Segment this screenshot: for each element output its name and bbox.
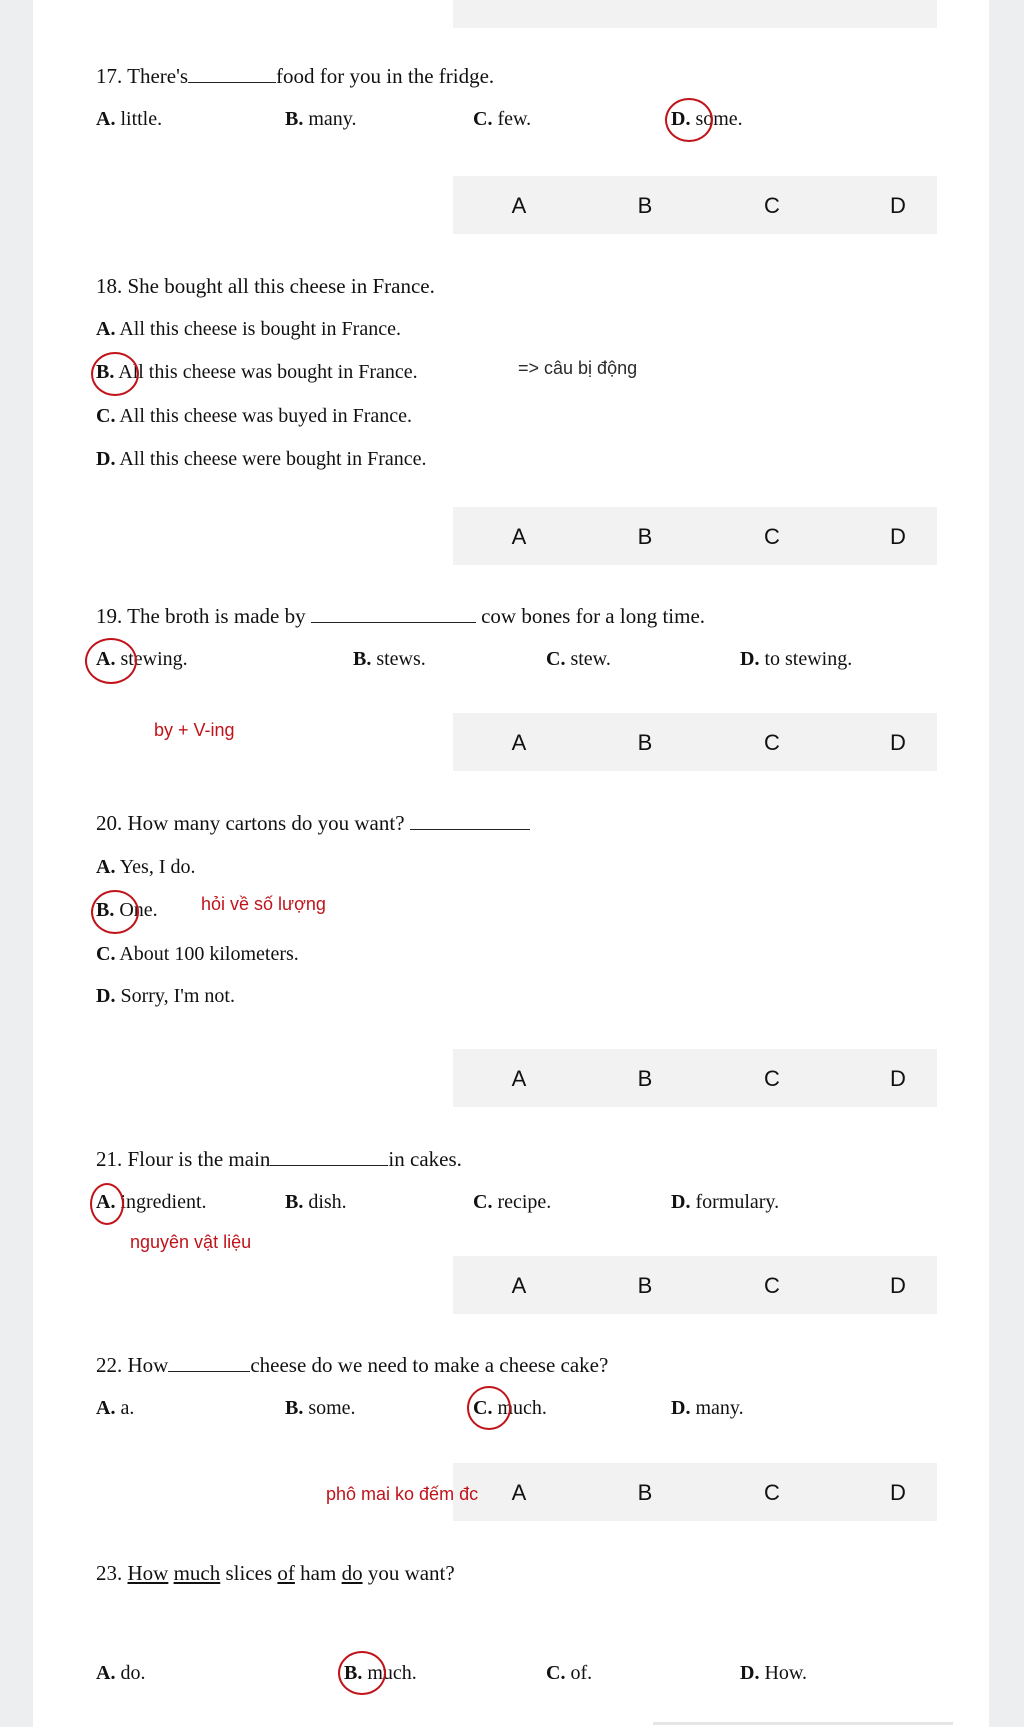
answer-bar-22[interactable] [453, 1463, 937, 1521]
option-a[interactable]: A. do. [96, 1662, 146, 1684]
option-b[interactable]: B. many. [285, 108, 357, 130]
answer-d[interactable]: D [890, 1480, 906, 1505]
answer-blank [311, 606, 476, 623]
answer-a[interactable]: A [511, 1273, 527, 1298]
selected-answer-circle [85, 638, 137, 684]
answer-d[interactable]: D [890, 193, 906, 218]
answer-b[interactable]: B [637, 1480, 653, 1505]
annotation-note: hỏi về số lượng [201, 894, 326, 914]
question-22: 22. How cheese do we need to make a cheese cake? [96, 1353, 609, 1377]
answer-b[interactable]: B [637, 193, 653, 218]
option-a[interactable]: A. All this cheese is bought in France. [96, 318, 401, 340]
option-a[interactable]: A. a. [96, 1397, 135, 1419]
question-18: 18. She bought all this cheese in France. [96, 274, 435, 298]
option-c[interactable]: C. few. [473, 108, 532, 130]
worksheet-page [33, 0, 989, 1727]
selected-answer-circle [665, 98, 713, 142]
option-b[interactable]: B. One. [96, 899, 158, 921]
answer-b[interactable]: B [637, 524, 653, 549]
option-c[interactable]: C. recipe. [473, 1191, 552, 1213]
question-number: 17. [96, 64, 123, 88]
option-c[interactable]: C. of. [546, 1662, 593, 1684]
answer-c[interactable]: C [764, 193, 780, 218]
answer-blank [188, 66, 276, 83]
annotation-note: by + V-ing [154, 720, 235, 740]
answer-b[interactable]: B [637, 1273, 653, 1298]
option-c[interactable]: C. All this cheese was buyed in France. [96, 405, 413, 427]
answer-blank [168, 1355, 250, 1372]
answer-blank [270, 1149, 388, 1166]
option-c[interactable]: C. stew. [546, 648, 611, 670]
answer-bar-19[interactable] [453, 713, 937, 771]
answer-blank [410, 813, 530, 830]
selected-answer-circle [91, 352, 139, 396]
selected-answer-circle [91, 890, 139, 934]
option-b[interactable]: B. some. [285, 1397, 356, 1419]
answer-b[interactable]: B [637, 1066, 653, 1091]
answer-c[interactable]: C [764, 730, 780, 755]
option-b[interactable]: B. stews. [353, 648, 426, 670]
underlined-word: of [277, 1561, 295, 1585]
answer-c[interactable]: C [764, 1480, 780, 1505]
annotation-note: nguyên vật liệu [130, 1232, 252, 1252]
question-23: 23. How much slices of ham do you want? [96, 1561, 455, 1585]
option-d[interactable]: D. many. [671, 1397, 744, 1419]
option-d[interactable]: D. some. [671, 108, 743, 130]
answer-c[interactable]: C [764, 524, 780, 549]
answer-b[interactable]: B [637, 730, 653, 755]
option-c[interactable]: C. much. [473, 1397, 547, 1419]
answer-a[interactable]: A [511, 524, 527, 549]
selected-answer-circle [90, 1183, 124, 1225]
answer-a[interactable]: A [511, 1480, 527, 1505]
selected-answer-circle [467, 1386, 511, 1430]
answer-c[interactable]: C [764, 1066, 780, 1091]
question-19: 19. The broth is made by cow bones for a long time. [96, 604, 706, 628]
option-d[interactable]: D. formulary. [671, 1191, 780, 1213]
option-b[interactable]: B. dish. [285, 1191, 347, 1213]
option-d[interactable]: D. How. [740, 1662, 808, 1684]
question-text-before: There's [127, 64, 189, 88]
answer-d[interactable]: D [890, 524, 906, 549]
option-d[interactable]: D. to stewing. [740, 648, 853, 670]
answer-bar-partial [653, 1722, 953, 1725]
option-a[interactable]: A. little. [96, 108, 163, 130]
underlined-word: do [341, 1561, 363, 1585]
underlined-word: much [173, 1561, 221, 1585]
annotation-note: => câu bị động [518, 358, 638, 378]
annotation-note: phô mai ko đếm đc [326, 1484, 479, 1504]
option-b[interactable]: B. much. [344, 1662, 417, 1684]
answer-bar-partial [453, 0, 937, 28]
answer-d[interactable]: D [890, 1273, 906, 1298]
question-text-after: food for you in the fridge. [276, 64, 495, 88]
answer-d[interactable]: D [890, 730, 906, 755]
question-17 [96, 64, 494, 89]
answer-a[interactable]: A [511, 1066, 527, 1091]
underlined-word: How [127, 1561, 169, 1585]
answer-d[interactable]: D [890, 1066, 906, 1091]
option-b[interactable]: B. All this cheese was bought in France. [96, 361, 418, 383]
answer-bar-20[interactable] [453, 1049, 937, 1107]
option-a[interactable]: A. Yes, I do. [96, 856, 196, 878]
answer-bar-21[interactable] [453, 1256, 937, 1314]
selected-answer-circle [338, 1651, 386, 1695]
answer-a[interactable]: A [511, 193, 527, 218]
answer-bar-17[interactable] [453, 176, 937, 234]
option-a[interactable]: A. stewing. [96, 648, 188, 670]
answer-bar-18[interactable] [453, 507, 937, 565]
option-d[interactable]: D. All this cheese were bought in France. [96, 448, 427, 470]
option-d[interactable]: D. Sorry, I'm not. [96, 985, 235, 1007]
answer-a[interactable]: A [511, 730, 527, 755]
question-21: 21. Flour is the main in cakes. [96, 1147, 462, 1171]
answer-c[interactable]: C [764, 1273, 780, 1298]
option-c[interactable]: C. About 100 kilometers. [96, 943, 299, 965]
question-20: 20. How many cartons do you want? [96, 811, 530, 836]
option-a[interactable]: A. ingredient. [96, 1191, 207, 1213]
